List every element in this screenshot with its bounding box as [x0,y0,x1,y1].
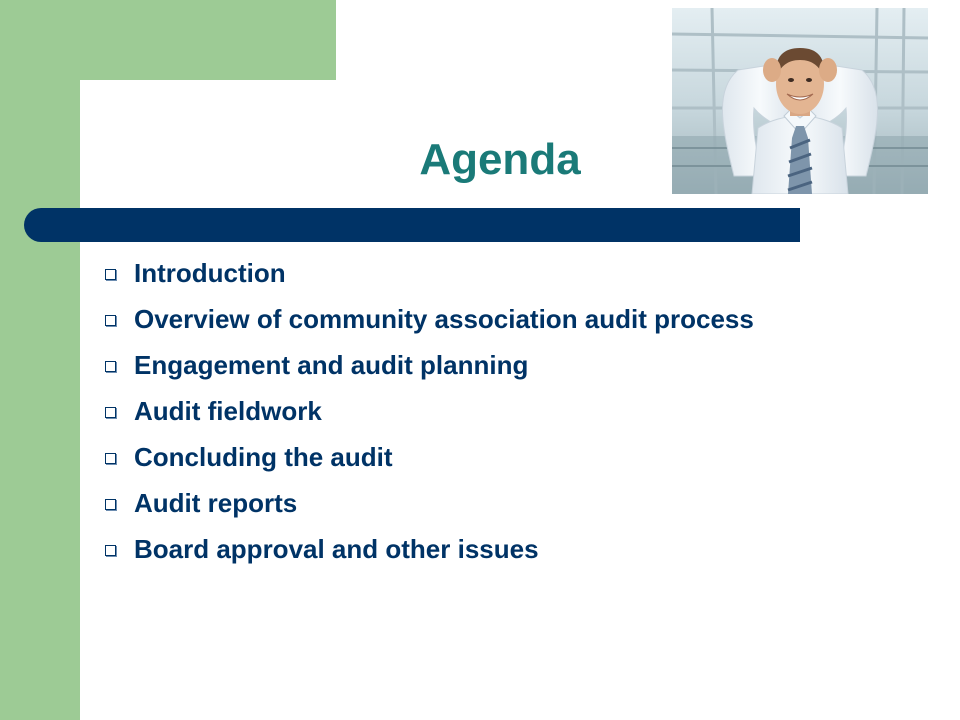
agenda-item [104,440,794,475]
agenda-item-label: Overview of community association audit process [134,304,754,334]
title-underline-bar [24,208,800,242]
agenda-item-label: Board approval and other issues [134,534,539,564]
agenda-list [104,256,794,578]
agenda-item [104,256,794,291]
agenda-item-label: Audit fieldwork [134,396,322,426]
hollow-square-bullet-icon [105,315,116,326]
hollow-square-bullet-icon [105,361,116,372]
hollow-square-bullet-icon [105,269,116,280]
green-frame-top [0,0,336,80]
agenda-item-label: Introduction [134,258,286,288]
agenda-item [104,486,794,521]
agenda-item [104,532,794,567]
agenda-item-label: Audit reports [134,488,298,518]
businessman-photo [672,8,928,194]
hollow-square-bullet-icon [105,499,116,510]
agenda-item [104,394,794,429]
agenda-item-label: Engagement and audit planning [134,350,529,380]
slide-title: Agenda [419,135,581,184]
hollow-square-bullet-icon [105,407,116,418]
agenda-item-label: Concluding the audit [134,442,393,472]
green-frame-left [0,0,80,720]
hollow-square-bullet-icon [105,545,116,556]
hollow-square-bullet-icon [105,453,116,464]
agenda-item [104,302,794,337]
frame-rounded-corner [80,80,160,160]
agenda-item [104,348,794,383]
